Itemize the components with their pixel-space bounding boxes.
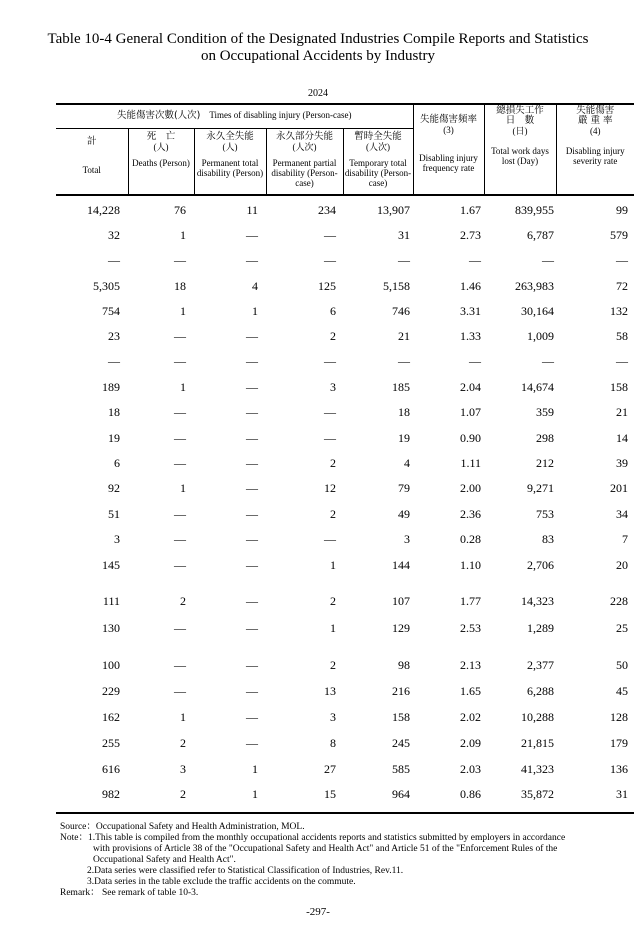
table-row <box>56 453 634 473</box>
temporary-total-cell: 31 <box>398 228 410 242</box>
total-cell: 982 <box>102 787 120 801</box>
severity-rate-cell: 228 <box>610 594 628 608</box>
temporary-total-cell: 107 <box>392 594 410 608</box>
permanent-total-cell: — <box>246 481 258 495</box>
permanent-total-cell: — <box>246 253 258 267</box>
table-row <box>56 555 634 575</box>
severity-rate-cell: 99 <box>616 203 628 217</box>
work-days-lost-cell: 83 <box>542 532 554 546</box>
temporary-total-cell: 129 <box>392 621 410 635</box>
permanent-total-cell: — <box>246 380 258 394</box>
deaths-cell: — <box>174 253 186 267</box>
permanent-total-cell: — <box>246 228 258 242</box>
table-row <box>56 402 634 422</box>
temporary-total-cell: 79 <box>398 481 410 495</box>
work-days-lost-cell: 9,271 <box>527 481 554 495</box>
permanent-partial-cell: 12 <box>324 481 336 495</box>
table-year: 2024 <box>308 88 328 99</box>
permanent-total-cell: — <box>246 405 258 419</box>
permanent-total-cell: — <box>246 736 258 750</box>
frequency-rate-cell: 2.03 <box>460 762 481 776</box>
frequency-rate-cell: 1.67 <box>460 203 481 217</box>
table-row <box>56 784 634 804</box>
work-days-lost-cell: 839,955 <box>515 203 554 217</box>
total-cell: 6 <box>114 456 120 470</box>
deaths-cell: — <box>174 532 186 546</box>
frequency-rate-cell: 2.00 <box>460 481 481 495</box>
table-row <box>56 759 634 779</box>
total-cell: 92 <box>108 481 120 495</box>
severity-rate-cell: 7 <box>622 532 628 546</box>
severity-rate-cell: 50 <box>616 658 628 672</box>
permanent-total-cell: — <box>246 456 258 470</box>
temporary-total-cell: 245 <box>392 736 410 750</box>
note-2: 2.Data series were classified refer to Statistical Classification of Industries, Rev.11. <box>87 866 404 876</box>
severity-rate-cell: 128 <box>610 710 628 724</box>
frequency-rate-cell: 2.13 <box>460 658 481 672</box>
severity-rate-cell: 39 <box>616 456 628 470</box>
total-cell: 5,305 <box>93 279 120 293</box>
total-cell: 130 <box>102 621 120 635</box>
permanent-partial-cell: 15 <box>324 787 336 801</box>
deaths-cell: — <box>174 658 186 672</box>
table-row <box>56 250 634 270</box>
permanent-partial-cell: 2 <box>330 507 336 521</box>
table-row <box>56 377 634 397</box>
work-days-lost-cell: 2,377 <box>527 658 554 672</box>
permanent-partial-cell: 2 <box>330 658 336 672</box>
total-cell: 189 <box>102 380 120 394</box>
note-3: 3.Data series in the table exclude the traffic accidents on the commute. <box>87 877 356 887</box>
permanent-partial-cell: 8 <box>330 736 336 750</box>
total-cell: 100 <box>102 658 120 672</box>
work-days-lost-cell: 10,288 <box>521 710 554 724</box>
total-cell: 3 <box>114 532 120 546</box>
temporary-total-cell: 216 <box>392 684 410 698</box>
temporary-total-cell: 585 <box>392 762 410 776</box>
temporary-total-cell: 13,907 <box>377 203 410 217</box>
deaths-cell: — <box>174 329 186 343</box>
temporary-total-cell: 746 <box>392 304 410 318</box>
frequency-rate-cell: 2.36 <box>460 507 481 521</box>
permanent-total-cell: — <box>246 594 258 608</box>
permanent-total-cell: 1 <box>252 787 258 801</box>
table-row <box>56 351 634 371</box>
total-cell: 616 <box>102 762 120 776</box>
table-row <box>56 478 634 498</box>
table-row <box>56 276 634 296</box>
severity-rate-cell: 14 <box>616 431 628 445</box>
total-cell: 145 <box>102 558 120 572</box>
permanent-partial-cell: 2 <box>330 456 336 470</box>
permanent-partial-cell: 234 <box>318 203 336 217</box>
work-days-lost-cell: 21,815 <box>521 736 554 750</box>
note-1-line-2: with provisions of Article 38 of the "Occupational Safety and Health Act" and Article 51 of the "Enforcement Rules of the <box>93 844 558 854</box>
table-header <box>56 103 634 194</box>
frequency-rate-cell: 0.86 <box>460 787 481 801</box>
permanent-total-cell: — <box>246 684 258 698</box>
note-1-line-1: Note：1.This table is compiled from the monthly occupational accidents reports and statistics submitted by employers in accordance <box>60 833 566 843</box>
table-row <box>56 200 634 220</box>
table-row <box>56 326 634 346</box>
work-days-lost-cell: 212 <box>536 456 554 470</box>
work-days-lost-cell: — <box>542 253 554 267</box>
work-days-lost-cell: 30,164 <box>521 304 554 318</box>
total-cell: 754 <box>102 304 120 318</box>
permanent-total-cell: — <box>246 532 258 546</box>
severity-rate-cell: — <box>616 253 628 267</box>
note-1-line-3: Occupational Safety and Health Act". <box>93 855 236 865</box>
disabling-injury-group-header: 失能傷害次數(人次) Times of disabling injury (Person-case) <box>56 103 413 128</box>
permanent-partial-cell: 13 <box>324 684 336 698</box>
remark-note: Remark： See remark of table 10-3. <box>60 888 199 898</box>
total-cell: 18 <box>108 405 120 419</box>
temporary-total-cell: 98 <box>398 658 410 672</box>
permanent-partial-cell: — <box>324 431 336 445</box>
work-days-lost-cell: 753 <box>536 507 554 521</box>
permanent-partial-cell: 1 <box>330 558 336 572</box>
temporary-total-cell: 964 <box>392 787 410 801</box>
header-bottom-rule <box>56 194 634 196</box>
severity-rate-cell: 25 <box>616 621 628 635</box>
table-row <box>56 301 634 321</box>
permanent-total-disability-header: 永久全失能 (人) Permanent total disability (Person) <box>194 128 266 194</box>
severity-rate-cell: 45 <box>616 684 628 698</box>
table-row <box>56 225 634 245</box>
work-days-lost-cell: 14,674 <box>521 380 554 394</box>
temporary-total-cell: — <box>398 253 410 267</box>
work-days-lost-cell: 263,983 <box>515 279 554 293</box>
frequency-rate-cell: 2.09 <box>460 736 481 750</box>
total-header: 計 Total <box>82 135 101 175</box>
deaths-cell: 1 <box>180 380 186 394</box>
deaths-cell: 2 <box>180 736 186 750</box>
total-cell: 23 <box>108 329 120 343</box>
frequency-rate-cell: 1.10 <box>460 558 481 572</box>
temporary-total-cell: 3 <box>404 532 410 546</box>
temporary-total-cell: 18 <box>398 405 410 419</box>
total-cell: 14,228 <box>87 203 120 217</box>
frequency-rate-cell: 1.33 <box>460 329 481 343</box>
deaths-header: 死 亡 (人) Deaths (Person) <box>128 128 194 194</box>
temporary-total-cell: 158 <box>392 710 410 724</box>
permanent-partial-disability-header: 永久部分失能 (人次) Permanent partial disability (Person-case) <box>266 128 343 194</box>
permanent-total-cell: — <box>246 329 258 343</box>
frequency-rate-cell: 0.28 <box>460 532 481 546</box>
work-days-lost-cell: 35,872 <box>521 787 554 801</box>
frequency-rate-cell: 2.02 <box>460 710 481 724</box>
work-days-lost-cell: 6,787 <box>527 228 554 242</box>
permanent-total-cell: 1 <box>252 304 258 318</box>
permanent-partial-cell: 1 <box>330 621 336 635</box>
permanent-partial-cell: 3 <box>330 380 336 394</box>
deaths-cell: — <box>174 405 186 419</box>
permanent-total-cell: 1 <box>252 762 258 776</box>
table-title-line-2: on Occupational Accidents by Industry <box>200 48 436 64</box>
temporary-total-cell: — <box>398 354 410 368</box>
severity-rate-cell: 158 <box>610 380 628 394</box>
permanent-partial-cell: — <box>324 532 336 546</box>
severity-rate-cell: 21 <box>616 405 628 419</box>
frequency-rate-cell: — <box>469 253 481 267</box>
table-row <box>56 733 634 753</box>
deaths-cell: — <box>174 431 186 445</box>
bottom-rule <box>56 812 634 814</box>
permanent-total-cell: 11 <box>246 203 258 217</box>
work-days-lost-cell: 41,323 <box>521 762 554 776</box>
total-cell: — <box>108 354 120 368</box>
frequency-rate-cell: 0.90 <box>460 431 481 445</box>
total-cell: — <box>108 253 120 267</box>
work-days-lost-cell: 298 <box>536 431 554 445</box>
permanent-total-cell: 4 <box>252 279 258 293</box>
temporary-total-cell: 19 <box>398 431 410 445</box>
severity-rate-header: 失能傷害 嚴 重 率 (4) Disabling injury severity rate <box>556 103 634 194</box>
permanent-partial-cell: 2 <box>330 594 336 608</box>
table-row <box>56 591 634 611</box>
total-cell: 229 <box>102 684 120 698</box>
temporary-total-cell: 4 <box>404 456 410 470</box>
temporary-total-disability-header: 暫時全失能 (人次) Temporary total disability (Person-case) <box>343 128 413 194</box>
deaths-cell: — <box>174 621 186 635</box>
temporary-total-cell: 21 <box>398 329 410 343</box>
frequency-rate-cell: 2.04 <box>460 380 481 394</box>
total-cell: 162 <box>102 710 120 724</box>
severity-rate-cell: 579 <box>610 228 628 242</box>
severity-rate-cell: 20 <box>616 558 628 572</box>
deaths-cell: — <box>174 507 186 521</box>
severity-rate-cell: 132 <box>610 304 628 318</box>
page-number: -297- <box>306 906 330 918</box>
table-notes <box>60 822 630 899</box>
table-row <box>56 681 634 701</box>
severity-rate-cell: 58 <box>616 329 628 343</box>
table-row <box>56 618 634 638</box>
severity-rate-cell: 201 <box>610 481 628 495</box>
permanent-partial-cell: 27 <box>324 762 336 776</box>
work-days-lost-header: 總損失工作 日 數 (日) Total work days lost (Day) <box>484 103 556 194</box>
deaths-cell: 1 <box>180 304 186 318</box>
deaths-cell: 1 <box>180 228 186 242</box>
permanent-total-cell: — <box>246 658 258 672</box>
permanent-partial-cell: 2 <box>330 329 336 343</box>
severity-rate-cell: 136 <box>610 762 628 776</box>
frequency-rate-cell: 2.73 <box>460 228 481 242</box>
permanent-partial-cell: — <box>324 228 336 242</box>
frequency-rate-cell: — <box>469 354 481 368</box>
deaths-cell: 1 <box>180 481 186 495</box>
work-days-lost-cell: — <box>542 354 554 368</box>
frequency-rate-cell: 2.53 <box>460 621 481 635</box>
severity-rate-cell: 34 <box>616 507 628 521</box>
permanent-partial-cell: — <box>324 253 336 267</box>
total-cell: 32 <box>108 228 120 242</box>
table-row <box>56 504 634 524</box>
deaths-cell: 2 <box>180 594 186 608</box>
permanent-total-cell: — <box>246 710 258 724</box>
permanent-partial-cell: — <box>324 354 336 368</box>
permanent-partial-cell: 6 <box>330 304 336 318</box>
work-days-lost-cell: 14,323 <box>521 594 554 608</box>
frequency-rate-cell: 1.46 <box>460 279 481 293</box>
frequency-rate-cell: 1.07 <box>460 405 481 419</box>
temporary-total-cell: 5,158 <box>383 279 410 293</box>
severity-rate-cell: 31 <box>616 787 628 801</box>
deaths-cell: 3 <box>180 762 186 776</box>
temporary-total-cell: 49 <box>398 507 410 521</box>
work-days-lost-cell: 2,706 <box>527 558 554 572</box>
table-title-line-1: Table 10-4 General Condition of the Designated Industries Compile Reports and Statistics <box>47 31 589 47</box>
total-cell: 255 <box>102 736 120 750</box>
deaths-cell: 2 <box>180 787 186 801</box>
deaths-cell: — <box>174 684 186 698</box>
temporary-total-cell: 144 <box>392 558 410 572</box>
table-row <box>56 707 634 727</box>
total-cell: 111 <box>102 594 120 608</box>
permanent-partial-cell: — <box>324 405 336 419</box>
total-cell: 51 <box>108 507 120 521</box>
work-days-lost-cell: 1,289 <box>527 621 554 635</box>
frequency-rate-header: 失能傷害頻率 (3) Disabling injury frequency rate <box>413 103 484 194</box>
deaths-cell: — <box>174 558 186 572</box>
work-days-lost-cell: 359 <box>536 405 554 419</box>
source-note: Source：Occupational Safety and Health Administration, MOL. <box>60 822 305 832</box>
frequency-rate-cell: 1.77 <box>460 594 481 608</box>
deaths-cell: 1 <box>180 710 186 724</box>
table-row <box>56 428 634 448</box>
severity-rate-cell: 179 <box>610 736 628 750</box>
permanent-partial-cell: 3 <box>330 710 336 724</box>
frequency-rate-cell: 1.65 <box>460 684 481 698</box>
permanent-total-cell: — <box>246 507 258 521</box>
permanent-partial-cell: 125 <box>318 279 336 293</box>
permanent-total-cell: — <box>246 431 258 445</box>
severity-rate-cell: — <box>616 354 628 368</box>
work-days-lost-cell: 6,288 <box>527 684 554 698</box>
permanent-total-cell: — <box>246 621 258 635</box>
permanent-total-cell: — <box>246 558 258 572</box>
severity-rate-cell: 72 <box>616 279 628 293</box>
work-days-lost-cell: 1,009 <box>527 329 554 343</box>
deaths-cell: 76 <box>174 203 186 217</box>
frequency-rate-cell: 1.11 <box>460 456 481 470</box>
deaths-cell: 18 <box>174 279 186 293</box>
table-row <box>56 529 634 549</box>
frequency-rate-cell: 3.31 <box>460 304 481 318</box>
deaths-cell: — <box>174 456 186 470</box>
table-row <box>56 655 634 675</box>
permanent-total-cell: — <box>246 354 258 368</box>
temporary-total-cell: 185 <box>392 380 410 394</box>
deaths-cell: — <box>174 354 186 368</box>
total-cell: 19 <box>108 431 120 445</box>
